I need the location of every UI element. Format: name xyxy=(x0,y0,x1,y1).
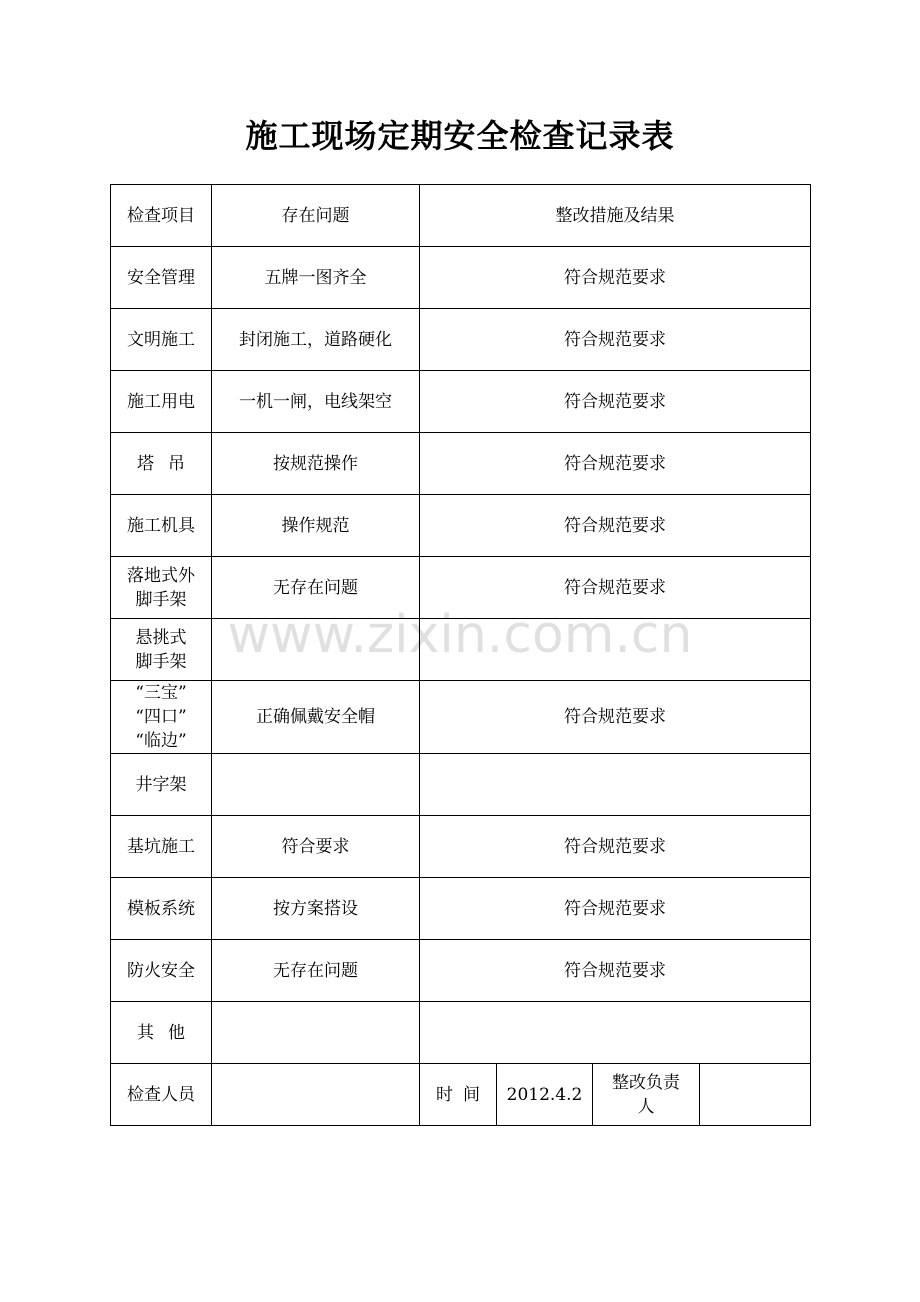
row-result xyxy=(420,754,811,816)
row-result: 符合规范要求 xyxy=(420,681,811,754)
row-problem: 正确佩戴安全帽 xyxy=(212,681,420,754)
table-row xyxy=(111,816,811,878)
table-row xyxy=(111,619,811,681)
row-result: 符合规范要求 xyxy=(420,495,811,557)
header-problem: 存在问题 xyxy=(212,185,420,247)
row-problem: 五牌一图齐全 xyxy=(212,247,420,309)
row-problem: 封闭施工，道路硬化 xyxy=(212,309,420,371)
row-problem: 符合要求 xyxy=(212,816,420,878)
row-item xyxy=(111,1002,212,1064)
table-row xyxy=(111,371,811,433)
row-item-text: 塔吊 xyxy=(137,453,199,474)
row-result: 符合规范要求 xyxy=(420,878,811,940)
table-row xyxy=(111,1002,811,1064)
time-value: 2012.4.2 xyxy=(497,1064,593,1126)
row-item xyxy=(111,433,212,495)
responsible-label xyxy=(593,1064,700,1126)
row-result: 符合规范要求 xyxy=(420,816,811,878)
row-result xyxy=(420,1002,811,1064)
row-result: 符合规范要求 xyxy=(420,309,811,371)
time-label-cell xyxy=(420,1064,497,1126)
table-row xyxy=(111,681,811,754)
row-result: 符合规范要求 xyxy=(420,247,811,309)
row-result: 符合规范要求 xyxy=(420,557,811,619)
table-header-row xyxy=(111,185,811,247)
table-row xyxy=(111,878,811,940)
row-problem: 无存在问题 xyxy=(212,557,420,619)
row-problem: 按方案搭设 xyxy=(212,878,420,940)
header-measures: 整改措施及结果 xyxy=(420,185,811,247)
row-item: 安全管理 xyxy=(111,247,212,309)
row-item: 模板系统 xyxy=(111,878,212,940)
page-title: 施工现场定期安全检查记录表 xyxy=(245,117,675,155)
inspector-label: 检查人员 xyxy=(111,1064,212,1126)
row-item-line: 脚手架 xyxy=(135,651,187,672)
table-row xyxy=(111,309,811,371)
row-problem xyxy=(212,619,420,681)
row-item-line: 悬挑式 xyxy=(135,627,187,648)
responsible-label-line: 整改负责 xyxy=(612,1072,680,1093)
table-row xyxy=(111,495,811,557)
row-item xyxy=(111,619,212,681)
row-item-line: “三宝” xyxy=(135,683,187,703)
row-item: 施工机具 xyxy=(111,495,212,557)
row-item: 施工用电 xyxy=(111,371,212,433)
row-item xyxy=(111,681,212,754)
row-item-text: 其他 xyxy=(137,1022,199,1043)
responsible-label-line: 人 xyxy=(637,1096,655,1117)
row-item: 井字架 xyxy=(111,754,212,816)
inspector-value xyxy=(212,1064,420,1126)
row-result: 符合规范要求 xyxy=(420,371,811,433)
table-row xyxy=(111,754,811,816)
row-result: 符合规范要求 xyxy=(420,940,811,1002)
row-problem: 操作规范 xyxy=(212,495,420,557)
table-row xyxy=(111,247,811,309)
row-item: 基坑施工 xyxy=(111,816,212,878)
inspection-table xyxy=(110,184,811,1126)
row-item: 文明施工 xyxy=(111,309,212,371)
row-problem: 按规范操作 xyxy=(212,433,420,495)
header-item: 检查项目 xyxy=(111,185,212,247)
row-item: 防火安全 xyxy=(111,940,212,1002)
row-problem xyxy=(212,1002,420,1064)
row-result: 符合规范要求 xyxy=(420,433,811,495)
row-result xyxy=(420,619,811,681)
table-row xyxy=(111,433,811,495)
watermark: www.zixin.com.cn xyxy=(227,605,693,665)
table-row xyxy=(111,940,811,1002)
row-problem: 一机一闸，电线架空 xyxy=(212,371,420,433)
row-item-line: “四口” xyxy=(135,707,187,727)
row-item xyxy=(111,557,212,619)
responsible-value xyxy=(700,1064,811,1126)
row-item-line: “临边” xyxy=(135,731,187,751)
row-problem: 无存在问题 xyxy=(212,940,420,1002)
row-item-line: 落地式外 xyxy=(127,565,195,586)
table-footer-row xyxy=(111,1064,811,1126)
row-item-line: 脚手架 xyxy=(135,589,187,610)
table-row xyxy=(111,557,811,619)
time-label: 时间 xyxy=(436,1084,490,1105)
row-problem xyxy=(212,754,420,816)
